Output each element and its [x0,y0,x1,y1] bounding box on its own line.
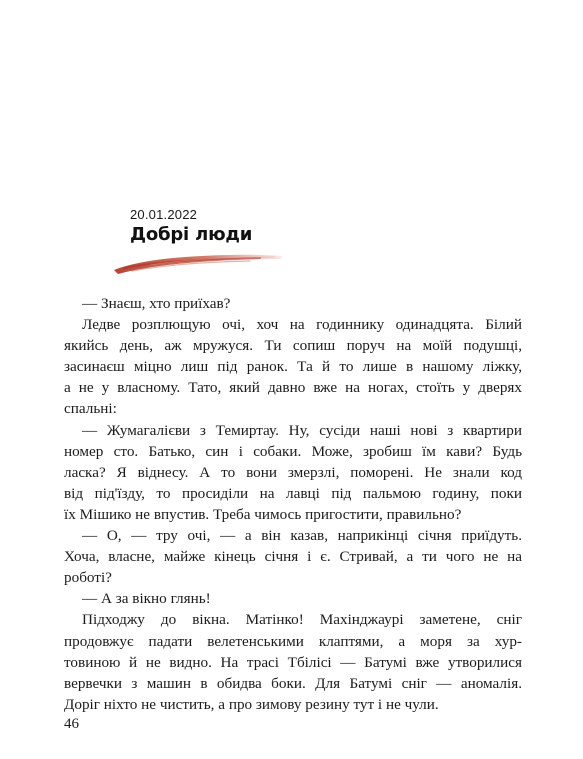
text-line: номер сто. Батько, син і собаки. Може, зробиш їм кави? Будь [64,442,522,460]
text-line: ласка? Я віднесу. А то вони змерзлі, поморені. Не знали код [64,463,522,481]
text-line: Доріг ніхто не чистить, а про зимову резину тут і не чули. [64,695,439,713]
text-line: від під'їзду, то просиділи на лавці під пальмою годину, поки [64,484,522,502]
text-line: якийсь день, аж мружуся. Ти сопиш поруч на моїй подушці, [64,337,522,355]
text-line: — А за вікно глянь! [82,590,211,608]
text-line: — О, — тру очі, — а він казав, наприкінці січня приїдуть. [82,527,522,545]
text-line: — Знаєш, хто приїхав? [82,295,231,312]
text-line: Ледве розплющую очі, хоч на годиннику одинадцята. Білий [82,316,522,334]
text-line: засинаєш міцно лиш під ранок. Та й то лише в нашому ліжку, [64,358,522,376]
text-line: продовжує падати велетенськими клаптями, а моря за хур- [64,632,522,650]
chapter-title: Добрі люди [130,224,253,245]
text-line: — Жумагалієви з Темиртау. Ну, сусіди наші нові з квартири [82,421,522,439]
entry-date: 20.01.2022 [130,207,198,222]
text-line: спальні: [64,400,117,418]
page-number: 46 [64,716,79,732]
body-text [64,293,522,715]
text-line: їх Мішико не впустив. Треба чимось пригостити, правильно? [64,505,462,523]
text-line: товиною й не видно. На трасі Тбілісі — Батумі вже утворилися [64,653,522,671]
text-line: а не у власному. Тато, який давно вже на ногах, стоїть у дверях [64,379,522,397]
brush-stroke-decoration [110,246,285,278]
text-line: роботі? [64,569,112,587]
text-line: вервечки з машин в обидва боки. Для Батумі сніг — аномалія. [64,674,522,692]
text-line: Хоча, власне, майже кінець січня і є. Стривай, а ти чого не на [64,548,522,566]
text-line: Підходжу до вікна. Матінко! Махінджаурі заметене, сніг [82,611,522,629]
